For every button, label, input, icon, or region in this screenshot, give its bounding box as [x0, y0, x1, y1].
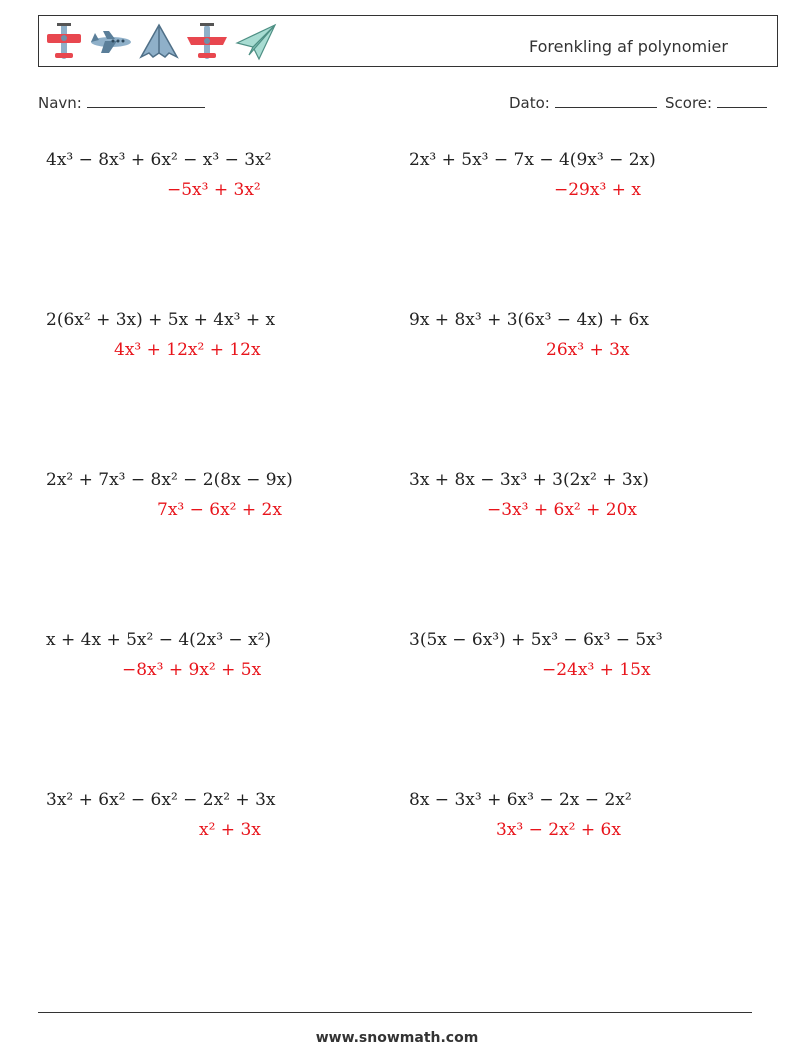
problem-1-answer: −5x³ + 3x²: [167, 180, 261, 200]
icon-row: [45, 21, 277, 63]
name-blank[interactable]: [87, 93, 205, 108]
problem-5-answer: 7x³ − 6x² + 2x: [157, 500, 282, 520]
name-label: Navn:: [38, 94, 82, 112]
problem-4-expression: 9x + 8x³ + 3(6x³ − 4x) + 6x: [409, 310, 649, 330]
stealth-bomber-icon: [139, 21, 179, 63]
problem-3-answer: 4x³ + 12x² + 12x: [114, 340, 261, 360]
date-blank[interactable]: [555, 93, 657, 108]
problem-7-answer: −8x³ + 9x² + 5x: [122, 660, 262, 680]
problem-2-answer: −29x³ + x: [554, 180, 641, 200]
problem-3-expression: 2(6x² + 3x) + 5x + 4x³ + x: [46, 310, 276, 330]
score-label: Score:: [665, 94, 713, 112]
score-blank[interactable]: [717, 93, 767, 108]
problem-6-answer: −3x³ + 6x² + 20x: [487, 500, 638, 520]
problem-8-expression: 3(5x − 6x³) + 5x³ − 6x³ − 5x³: [409, 630, 663, 650]
problem-10-expression: 8x − 3x³ + 6x³ − 2x − 2x²: [409, 790, 632, 810]
problem-1-expression: 4x³ − 8x³ + 6x² − x³ − 3x²: [46, 150, 272, 170]
problem-4-answer: 26x³ + 3x: [546, 340, 630, 360]
problem-6-expression: 3x + 8x − 3x³ + 3(2x² + 3x): [409, 470, 649, 490]
date-label: Dato:: [509, 94, 550, 112]
footer-url[interactable]: www.snowmath.com: [315, 1030, 479, 1046]
name-field[interactable]: [38, 93, 205, 112]
propeller-plane-icon: [45, 21, 83, 63]
problem-9-answer: x² + 3x: [199, 820, 261, 840]
worksheet-title: Forenkling af polynomier: [529, 37, 728, 56]
paper-plane-icon: [235, 21, 277, 63]
jet-plane-icon: [89, 21, 133, 63]
date-field[interactable]: [509, 93, 657, 112]
problem-2-expression: 2x³ + 5x³ − 7x − 4(9x³ − 2x): [409, 150, 656, 170]
red-plane-icon: [185, 21, 229, 63]
problem-8-answer: −24x³ + 15x: [542, 660, 651, 680]
problem-10-answer: 3x³ − 2x² + 6x: [496, 820, 621, 840]
score-field[interactable]: [665, 93, 767, 112]
problem-7-expression: x + 4x + 5x² − 4(2x³ − x²): [46, 630, 272, 650]
footer-divider: [38, 1012, 752, 1013]
worksheet-header: [38, 15, 778, 67]
problem-5-expression: 2x² + 7x³ − 8x² − 2(8x − 9x): [46, 470, 293, 490]
problem-9-expression: 3x² + 6x² − 6x² − 2x² + 3x: [46, 790, 276, 810]
